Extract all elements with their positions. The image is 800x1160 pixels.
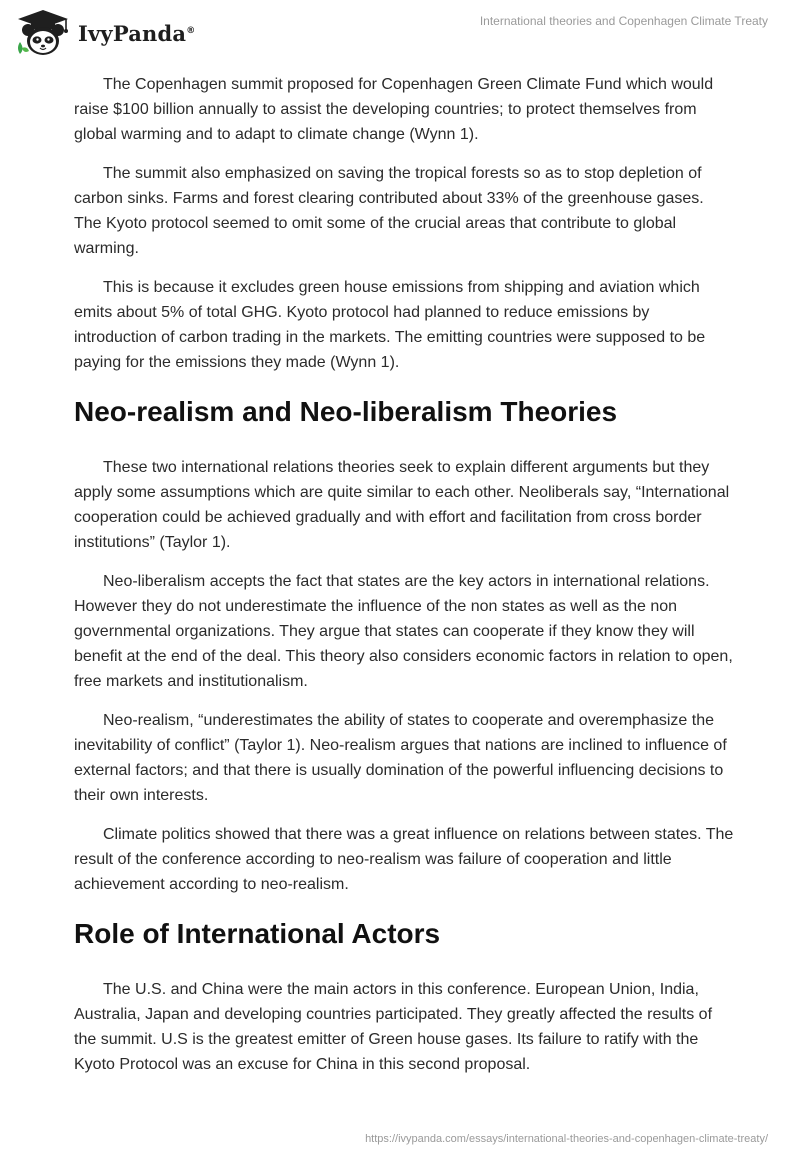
document-title: International theories and Copenhagen Climate Treaty <box>479 14 768 28</box>
paragraph: This is because it excludes green house emissions from shipping and aviation which emits about 5% of total GHG. Kyoto protocol had planned to reduce emissions by introduction of carbon trading in the markets. The emitting countries were supposed to be paying for the emissions they made (Wynn 1). <box>74 279 706 371</box>
panda-graduate-icon <box>14 8 72 58</box>
registered-mark: ® <box>186 25 196 36</box>
paragraph: Neo-realism, “underestimates the ability of states to cooperate and overemphasize the inevitability of conflict” (Taylor 1). Neo-realism argues that nations are inclined to influence of external factors; and that there is usually domination of the powerful influencing decisions to their own interests. <box>74 712 727 804</box>
paragraph: The summit also emphasized on saving the tropical forests so as to stop depletion of carbon sinks. Farms and forest clearing contributed about 33% of the greenhouse gases. The Kyoto protocol seemed to omit some of the crucial areas that contribute to global warming. <box>74 165 704 257</box>
essay-content <box>74 72 734 1091</box>
ivypanda-logo[interactable] <box>14 8 195 58</box>
section-heading-actors: Role of International Actors <box>74 918 441 949</box>
paragraph: Neo-liberalism accepts the fact that states are the key actors in international relations. However they do not underestimate the influence of the non states as well as the non governmental organizations. They argue that states can cooperate if they know they will benefit at the end of the deal. This theory also considers economic factors in relation to open, free markets and institutionalism. <box>74 573 733 690</box>
paragraph: Climate politics showed that there was a great influence on relations between states. The result of the conference according to neo-realism was failure of cooperation and little achievement according to neo-realism. <box>74 826 734 893</box>
paragraph: These two international relations theories seek to explain different arguments but they apply some assumptions which are quite similar to each other. Neoliberals say, “International cooperation could be achieved gradually and with effort and facilitation from cross border institutions” (Taylor 1). <box>74 459 730 551</box>
paragraph: The Copenhagen summit proposed for Copenhagen Green Climate Fund which would raise $100 billion annually to assist the developing countries; to protect themselves from global warming and to adapt to climate change (Wynn 1). <box>74 76 714 143</box>
page-header <box>0 0 800 70</box>
paragraph: The U.S. and China were the main actors in this conference. European Union, India, Australia, Japan and developing countries participated. They greatly affected the results of the summit. U.S is the greatest emitter of Green house gases. Its failure to ratify with the Kyoto Protocol was an excuse for China in this second proposal. <box>74 981 713 1073</box>
source-url[interactable]: https://ivypanda.com/essays/international-theories-and-copenhagen-climate-treaty/ <box>365 1133 768 1145</box>
brand-name: IvyPanda® <box>78 20 196 46</box>
section-heading-theories: Neo-realism and Neo-liberalism Theories <box>74 396 618 427</box>
